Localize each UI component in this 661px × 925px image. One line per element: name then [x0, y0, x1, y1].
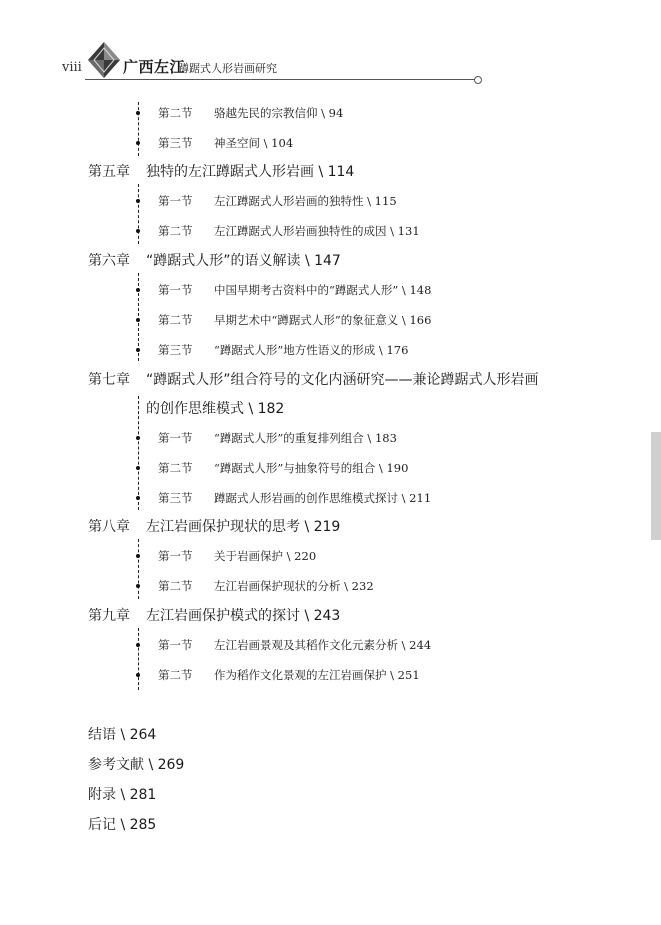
bullet-icon [136, 141, 140, 145]
chapter-title: “蹲踞式人形”组合符号的文化内涵研究——兼论蹲踞式人形岩画 [146, 372, 539, 388]
chapter-title: 独特的左江蹲踞式人形岩画 \ 114 [146, 164, 355, 180]
header-rule-end-icon [474, 76, 482, 84]
chapter-label: 第七章 [88, 372, 130, 388]
book-subtitle: 蹲踞式人形岩画研究 [178, 62, 277, 75]
bullet-icon [136, 318, 140, 322]
section-title: 关于岩画保护 \ 220 [214, 549, 317, 563]
header-rule [85, 79, 475, 80]
bullet-icon [136, 199, 140, 203]
toc-dashed-line [138, 184, 139, 244]
bullet-icon [136, 229, 140, 233]
section-title: “蹲踞式人形”地方性语义的形成 \ 176 [214, 343, 409, 357]
section-title: “蹲踞式人形”的重复排列组合 \ 183 [214, 431, 397, 445]
section-title: 早期艺术中“蹲踞式人形”的象征意义 \ 166 [214, 313, 432, 327]
toc-dashed-line [138, 539, 139, 599]
chapter-heading[interactable] [88, 249, 341, 273]
section-label: 第三节 [158, 136, 193, 150]
chapter-title: “蹲踞式人形”的语义解读 \ 147 [146, 253, 341, 269]
toc-dashed-line [138, 396, 139, 510]
section-label: 第二节 [158, 461, 193, 475]
section-title: 蹲踞式人形岩画的创作思维模式探讨 \ 211 [214, 491, 432, 505]
page-number: viii [62, 60, 82, 75]
section-title: 左江蹲踞式人形岩画的独特性 \ 115 [214, 194, 397, 208]
bullet-icon [136, 436, 140, 440]
chapter-heading[interactable] [88, 604, 340, 628]
section-title: 作为稻作文化景观的左江岩画保护 \ 251 [214, 668, 420, 682]
toc-end-appendix[interactable]: 附录 \ 281 [88, 787, 157, 803]
chapter-title-continued[interactable]: 的创作思维模式 \ 182 [146, 401, 285, 417]
section-title: 左江岩画景观及其稻作文化元素分析 \ 244 [214, 638, 432, 652]
toc-end-references[interactable]: 参考文献 \ 269 [88, 757, 185, 773]
section-label: 第一节 [158, 431, 193, 445]
section-label: 第三节 [158, 491, 193, 505]
book-logo-icon [86, 40, 122, 80]
chapter-label: 第八章 [88, 519, 130, 535]
section-label: 第二节 [158, 106, 193, 120]
section-label: 第三节 [158, 343, 193, 357]
section-label: 第一节 [158, 194, 193, 208]
chapter-heading[interactable] [88, 515, 340, 539]
toc-dashed-line [138, 628, 139, 690]
section-label: 第二节 [158, 579, 193, 593]
bullet-icon [136, 466, 140, 470]
section-title: 左江蹲踞式人形岩画独特性的成因 \ 131 [214, 224, 420, 238]
toc-end-postscript[interactable]: 后记 \ 285 [88, 817, 157, 833]
chapter-title: 左江岩画保护模式的探讨 \ 243 [146, 608, 341, 624]
bullet-icon [136, 496, 140, 500]
bullet-icon [136, 643, 140, 647]
bullet-icon [136, 348, 140, 352]
bullet-icon [136, 111, 140, 115]
toc-end-conclusion[interactable]: 结语 \ 264 [88, 727, 157, 743]
section-label: 第一节 [158, 549, 193, 563]
section-label: 第二节 [158, 313, 193, 327]
page-edge-tab [651, 432, 661, 540]
chapter-label: 第九章 [88, 608, 130, 624]
section-label: 第一节 [158, 283, 193, 297]
bullet-icon [136, 673, 140, 677]
chapter-heading[interactable] [88, 368, 539, 392]
section-label: 第二节 [158, 668, 193, 682]
bullet-icon [136, 288, 140, 292]
bullet-icon [136, 584, 140, 588]
chapter-label: 第五章 [88, 164, 130, 180]
section-title: 神圣空间 \ 104 [214, 136, 294, 150]
section-title: 中国早期考古资料中的“蹲踞式人形” \ 148 [214, 283, 432, 297]
chapter-label: 第六章 [88, 253, 130, 269]
section-title: 左江岩画保护现状的分析 \ 232 [214, 579, 374, 593]
bullet-icon [136, 554, 140, 558]
page-header [0, 0, 661, 95]
chapter-heading[interactable] [88, 160, 354, 184]
section-label: 第一节 [158, 638, 193, 652]
section-title: “蹲踞式人形”与抽象符号的组合 \ 190 [214, 461, 409, 475]
chapter-title: 左江岩画保护现状的思考 \ 219 [146, 519, 341, 535]
book-title: 广西左江 [123, 58, 186, 76]
section-label: 第二节 [158, 224, 193, 238]
section-title: 骆越先民的宗教信仰 \ 94 [214, 106, 344, 120]
